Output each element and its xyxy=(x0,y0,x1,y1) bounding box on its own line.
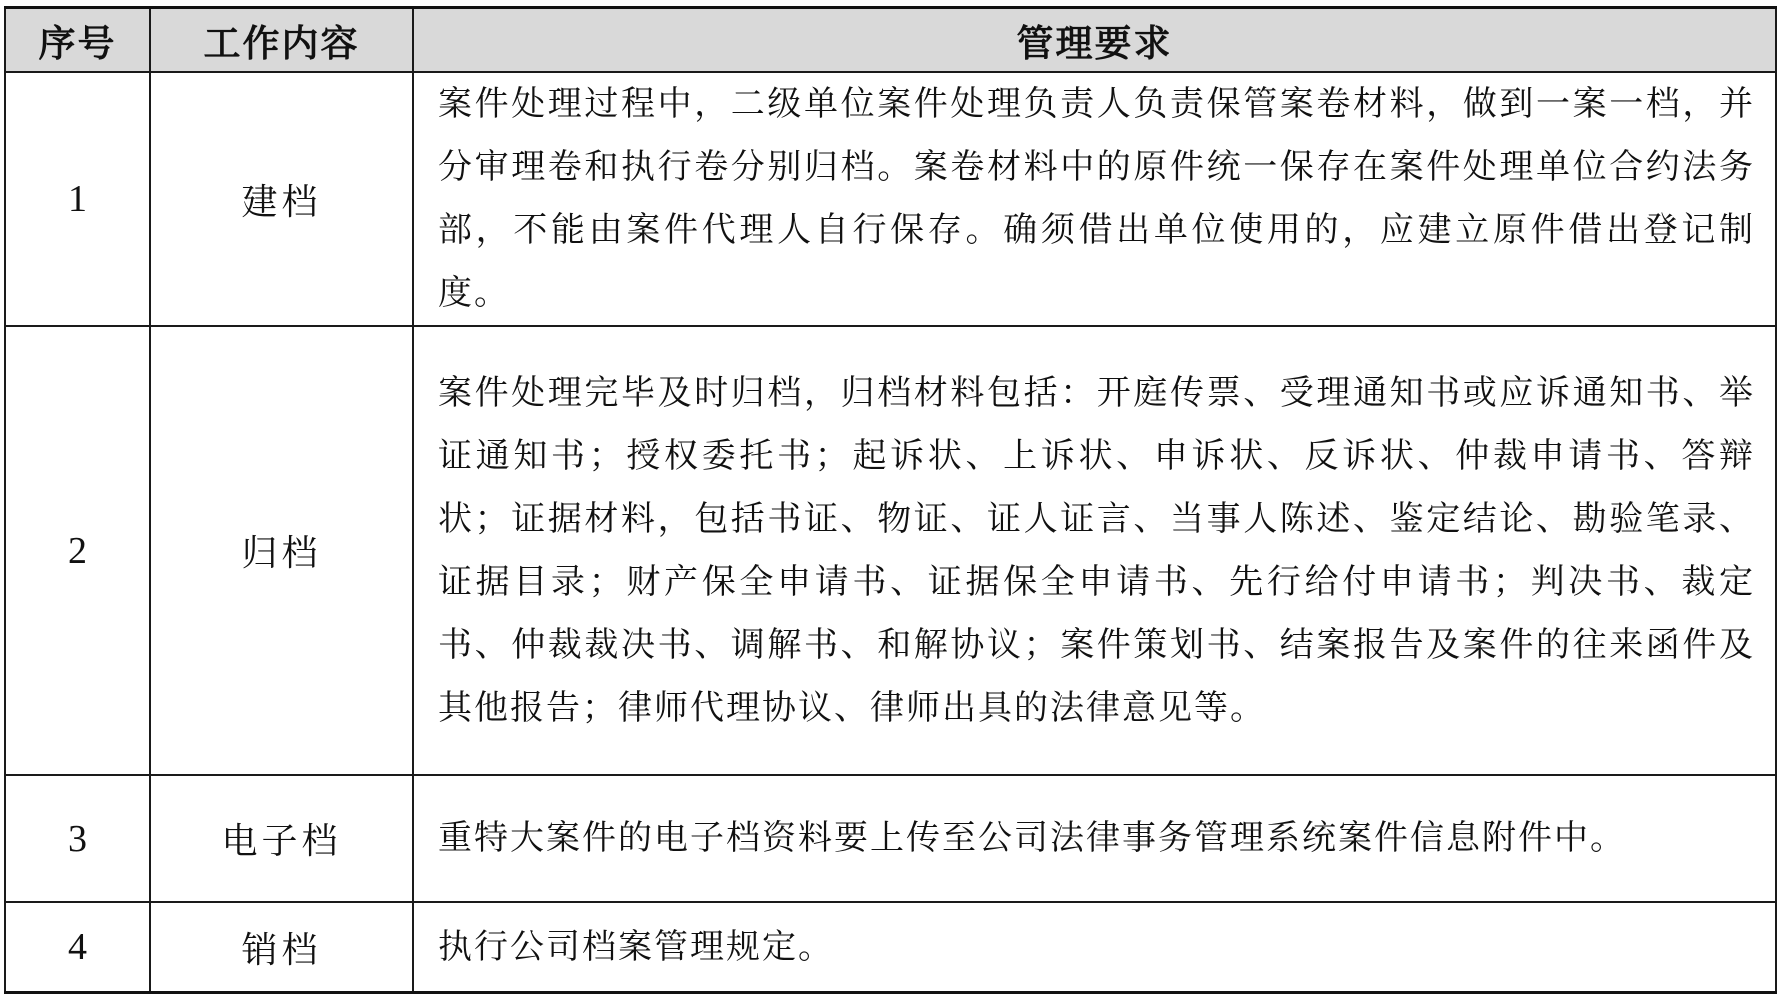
table-row xyxy=(5,326,1776,775)
work-content: 电子档 xyxy=(150,775,413,902)
header-no: 序号 xyxy=(5,8,150,73)
row-number: 1 xyxy=(5,72,150,326)
table-row xyxy=(5,72,1776,326)
work-content: 建档 xyxy=(150,72,413,326)
table-row xyxy=(5,775,1776,902)
management-requirement: 案件处理过程中，二级单位案件处理负责人负责保管案卷材料，做到一案一档，并分审理卷和执行卷分别归档。案卷材料中的原件统一保存在案件处理单位合约法务部，不能由案件代理人自行保存。确须借出单位使用的，应建立原件借出登记制度。 xyxy=(413,72,1776,326)
table-row xyxy=(5,902,1776,993)
row-number: 4 xyxy=(5,902,150,993)
management-requirement: 案件处理完毕及时归档，归档材料包括：开庭传票、受理通知书或应诉通知书、举证通知书；授权委托书；起诉状、上诉状、申诉状、反诉状、仲裁申请书、答辩状；证据材料，包括书证、物证、证人证言、当事人陈述、鉴定结论、勘验笔录、证据目录；财产保全申请书、证据保全申请书、先行给付申请书；判决书、裁定书、仲裁裁决书、调解书、和解协议；案件策划书、结案报告及案件的往来函件及其他报告；律师代理协议、律师出具的法律意见等。 xyxy=(413,326,1776,775)
management-requirement: 重特大案件的电子档资料要上传至公司法律事务管理系统案件信息附件中。 xyxy=(413,775,1776,902)
row-number: 2 xyxy=(5,326,150,775)
management-requirement: 执行公司档案管理规定。 xyxy=(413,902,1776,993)
table-header xyxy=(5,8,1776,73)
header-work-content: 工作内容 xyxy=(150,8,413,73)
header-management-requirements: 管理要求 xyxy=(413,8,1776,73)
work-content: 归档 xyxy=(150,326,413,775)
header-row xyxy=(5,8,1776,73)
archive-management-table xyxy=(4,6,1777,994)
work-content: 销档 xyxy=(150,902,413,993)
table-body xyxy=(5,72,1776,993)
row-number: 3 xyxy=(5,775,150,902)
